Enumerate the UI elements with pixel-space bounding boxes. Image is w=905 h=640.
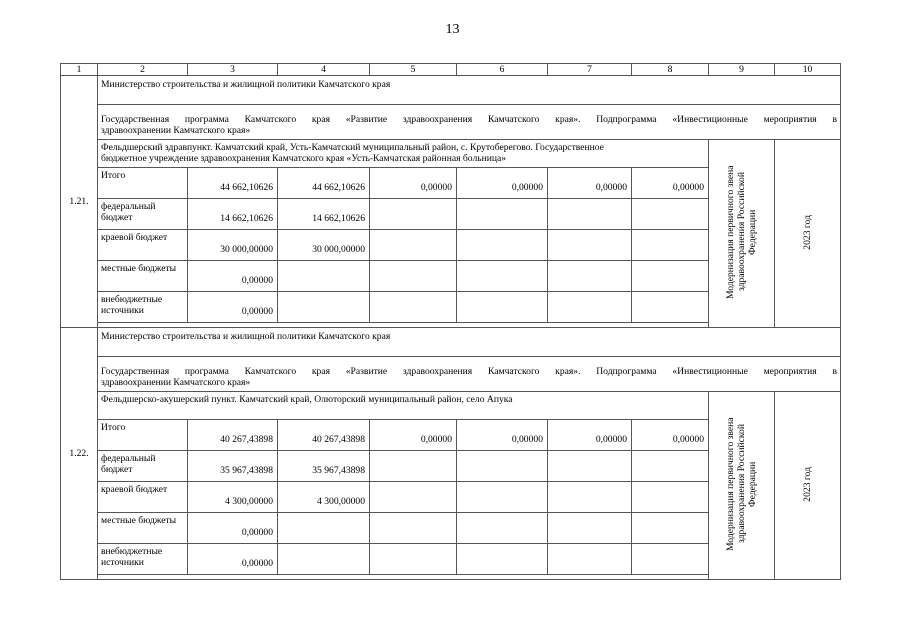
cell-col8 [632, 230, 709, 261]
row-label-federal: федеральный бюджет [98, 199, 188, 230]
cell-col7 [548, 544, 632, 575]
program-line-2: здравоохранении Камчатского края» [101, 125, 251, 136]
header-cell: 5 [370, 64, 457, 76]
ministry-name: Министерство строительства и жилищной политики Камчатского края [98, 76, 841, 105]
cell-col7 [548, 230, 632, 261]
cell-total: 35 967,43898 [188, 451, 278, 482]
cell-col4: 14 662,10626 [278, 199, 370, 230]
row-label-local: местные бюджеты [98, 513, 188, 544]
program-row [61, 357, 841, 392]
cell-col7 [548, 261, 632, 292]
cell-col7 [548, 199, 632, 230]
ministry-name: Министерство строительства и жилищной политики Камчатского края [98, 328, 841, 357]
program-name-vertical: Модернизация первичного звена здравоохранения Российской Федерации [709, 140, 775, 328]
object-description [98, 392, 709, 420]
object-line-2: бюджетное учреждение здравоохранения Камчатского края «Усть-Камчатская районная больница» [101, 153, 507, 164]
row-label-federal: федеральный бюджет [98, 451, 188, 482]
cell-total: 44 662,10626 [188, 168, 278, 199]
cell-col8 [632, 513, 709, 544]
cell-col4 [278, 513, 370, 544]
cell-total: 0,00000 [188, 544, 278, 575]
cell-col8 [632, 544, 709, 575]
cell-total: 0,00000 [188, 513, 278, 544]
row-label-extra: внебюджетные источники [98, 544, 188, 575]
cell-col8 [632, 482, 709, 513]
cell-col5 [370, 482, 457, 513]
cell-col6 [457, 230, 548, 261]
header-cell: 7 [548, 64, 632, 76]
cell-col6 [457, 199, 548, 230]
object-line-1: Фельдшерско-акушерский пункт. Камчатский край, Олюторский муниципальный район, село Апука [101, 394, 513, 405]
row-label-itogo: Итого [98, 420, 188, 451]
header-cell: 8 [632, 64, 709, 76]
cell-col7 [548, 513, 632, 544]
object-line-1: Фельдшерский здравпункт. Камчатский край, Усть-Камчатский муниципальный район, с. Крутоберегово. Государственное [101, 142, 604, 153]
program-text [98, 105, 841, 140]
program-text [98, 357, 841, 392]
row-label-regional: краевой бюджет [98, 482, 188, 513]
cell-col4 [278, 544, 370, 575]
cell-col8: 0,00000 [632, 420, 709, 451]
spacer-cell [98, 575, 709, 580]
cell-col5 [370, 230, 457, 261]
header-row [61, 64, 841, 76]
cell-col7 [548, 292, 632, 323]
header-cell: 4 [278, 64, 370, 76]
header-cell: 3 [188, 64, 278, 76]
cell-col4: 4 300,00000 [278, 482, 370, 513]
cell-total: 0,00000 [188, 292, 278, 323]
header-cell: 10 [775, 64, 841, 76]
cell-col8 [632, 451, 709, 482]
cell-total: 4 300,00000 [188, 482, 278, 513]
cell-col7 [548, 482, 632, 513]
cell-col4: 35 967,43898 [278, 451, 370, 482]
year-vertical: 2023 год [775, 140, 841, 328]
year-vertical: 2023 год [775, 392, 841, 580]
cell-col5: 0,00000 [370, 420, 457, 451]
cell-col4 [278, 261, 370, 292]
cell-total: 14 662,10626 [188, 199, 278, 230]
row-label-regional: краевой бюджет [98, 230, 188, 261]
cell-col8 [632, 292, 709, 323]
cell-col5 [370, 261, 457, 292]
cell-col7: 0,00000 [548, 168, 632, 199]
cell-col7 [548, 451, 632, 482]
cell-col5 [370, 451, 457, 482]
item-number: 1.22. [61, 328, 98, 580]
cell-total: 0,00000 [188, 261, 278, 292]
cell-col6 [457, 482, 548, 513]
program-name-vertical: Модернизация первичного звена здравоохранения Российской Федерации [709, 392, 775, 580]
cell-col6: 0,00000 [457, 420, 548, 451]
program-line-1: Государственная программа Камчатского края «Развитие здравоохранения Камчатского края». Подпрограмма «Инвестиционные мероприятия в [101, 366, 837, 377]
cell-col4 [278, 292, 370, 323]
row-label-local: местные бюджеты [98, 261, 188, 292]
item-number: 1.21. [61, 76, 98, 328]
header-cell: 6 [457, 64, 548, 76]
cell-total: 30 000,00000 [188, 230, 278, 261]
cell-col4: 44 662,10626 [278, 168, 370, 199]
budget-table [60, 63, 841, 580]
cell-col5 [370, 544, 457, 575]
cell-col4: 40 267,43898 [278, 420, 370, 451]
object-row [61, 392, 841, 420]
cell-col8 [632, 261, 709, 292]
object-row [61, 140, 841, 168]
cell-col6 [457, 513, 548, 544]
program-line-1: Государственная программа Камчатского края «Развитие здравоохранения Камчатского края». Подпрограмма «Инвестиционные мероприятия в [101, 114, 837, 125]
cell-col5 [370, 513, 457, 544]
header-cell: 1 [61, 64, 98, 76]
cell-col8 [632, 199, 709, 230]
cell-col6: 0,00000 [457, 168, 548, 199]
ministry-row [61, 76, 841, 105]
cell-col7: 0,00000 [548, 420, 632, 451]
cell-col5 [370, 199, 457, 230]
cell-total: 40 267,43898 [188, 420, 278, 451]
cell-col6 [457, 451, 548, 482]
page-number: 13 [445, 22, 460, 37]
row-label-itogo: Итого [98, 168, 188, 199]
cell-col8: 0,00000 [632, 168, 709, 199]
cell-col6 [457, 261, 548, 292]
cell-col6 [457, 292, 548, 323]
program-row [61, 105, 841, 140]
program-line-2: здравоохранении Камчатского края» [101, 377, 251, 388]
object-description [98, 140, 709, 168]
cell-col4: 30 000,00000 [278, 230, 370, 261]
cell-col5 [370, 292, 457, 323]
cell-col6 [457, 544, 548, 575]
row-label-extra: внебюджетные источники [98, 292, 188, 323]
header-cell: 2 [98, 64, 188, 76]
cell-col5: 0,00000 [370, 168, 457, 199]
ministry-row [61, 328, 841, 357]
header-cell: 9 [709, 64, 775, 76]
